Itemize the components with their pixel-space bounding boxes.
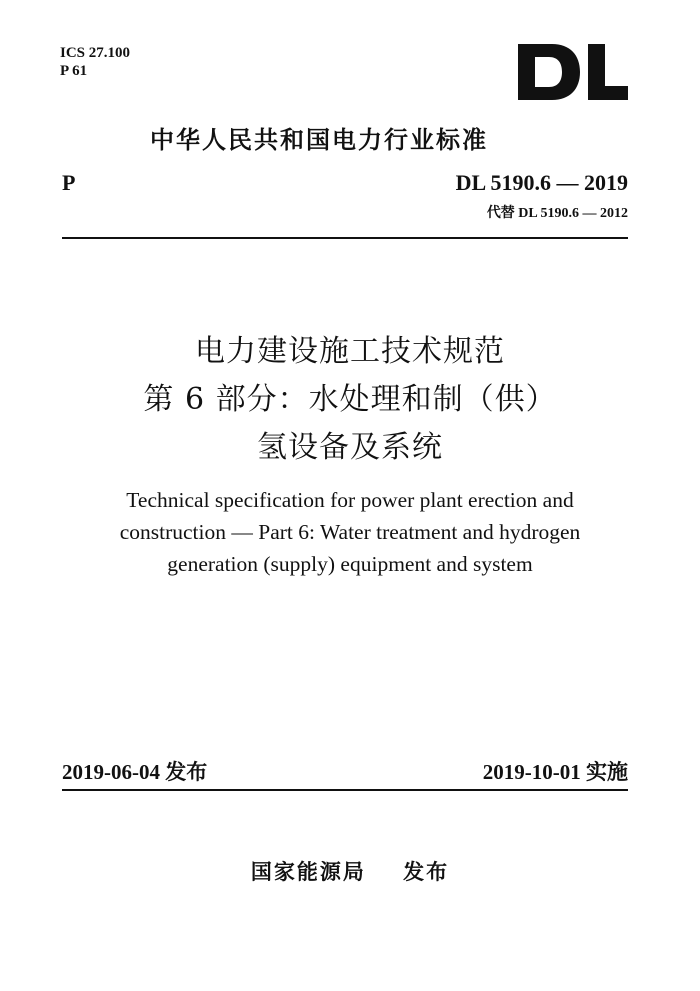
bottom-divider: [62, 789, 628, 791]
dl-logo: [518, 44, 628, 100]
english-title-line: Technical specification for power plant erection and: [126, 488, 574, 512]
chinese-title-line: 第 6 部分：水处理和制（供）: [143, 382, 557, 417]
english-title-line: generation (supply) equipment and system: [167, 552, 533, 576]
classification-codes: [60, 44, 130, 80]
chinese-title-line: 氢设备及系统: [257, 430, 443, 465]
replaces-standard: 代替 DL 5190.6 — 2012: [486, 206, 628, 221]
industry-standard-title: 中华人民共和国电力行业标准: [150, 126, 488, 154]
english-title-line: construction — Part 6: Water treatment and hydrogen: [119, 520, 581, 544]
classification-letter: P: [62, 170, 76, 195]
issue-date: 2019-06-04 发布: [62, 760, 208, 784]
top-divider: [62, 237, 628, 239]
publisher: 国家能源局 发布: [250, 860, 450, 884]
chinese-title-line: 电力建设施工技术规范: [195, 334, 505, 369]
standard-number: DL 5190.6 — 2019: [455, 170, 628, 195]
english-title: [40, 484, 660, 580]
chinese-title: [50, 328, 650, 472]
implementation-date: 2019-10-01 实施: [482, 760, 628, 784]
ics-code: ICS 27.100: [60, 45, 131, 61]
ccs-code: P 61: [60, 63, 88, 79]
